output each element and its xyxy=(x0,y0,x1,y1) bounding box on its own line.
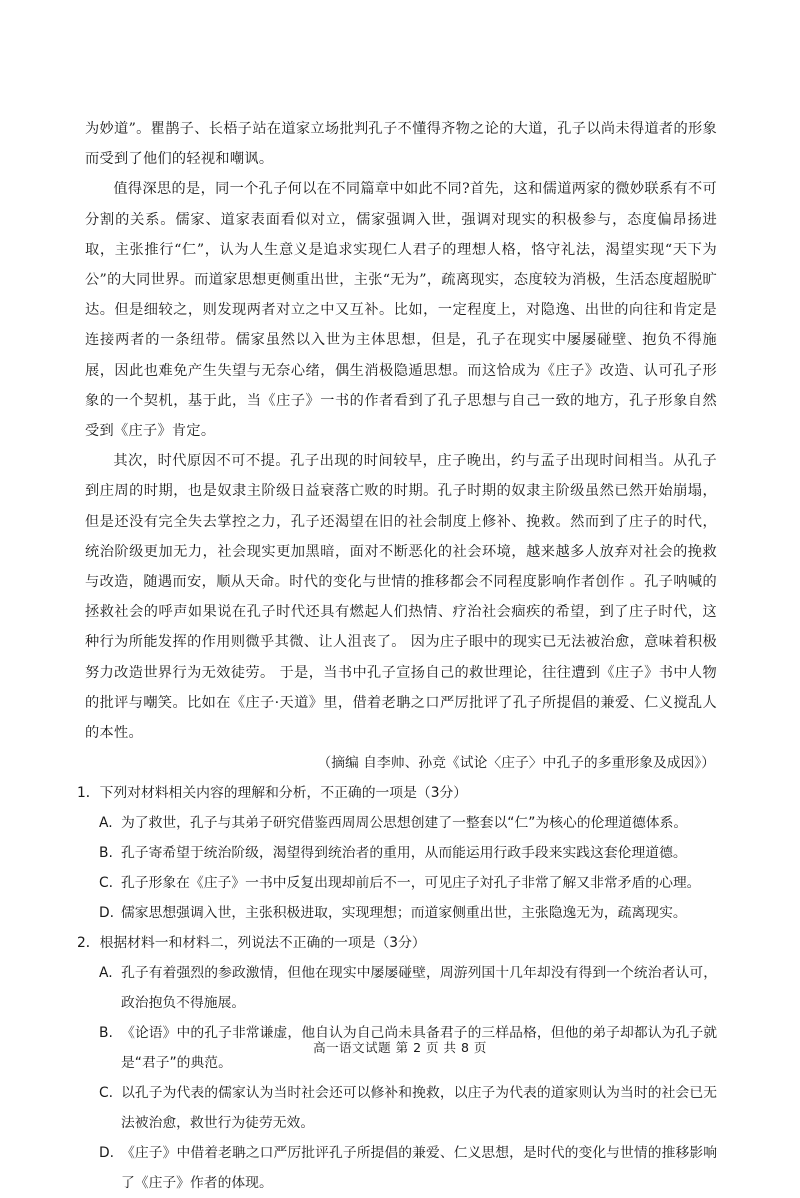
option-text: 儒家思想强调入世，主张积极进取，实现理想；而道家侧重出世，主张隐逸无为，疏离现实。 xyxy=(121,905,687,922)
question-option xyxy=(85,808,717,838)
option-text: 以孔子为代表的儒家认为当时社会还可以修补和挽救，以庄子为代表的道家则认为当时的社会已无法被治愈，救世行为徒劳无效。 xyxy=(121,1085,717,1132)
passage-citation: （摘编 自李帅、孙竞《试论〈庄子〉中孔子的多重形象及成因》） xyxy=(317,755,715,772)
option-letter: A. xyxy=(99,815,113,832)
option-letter: D. xyxy=(99,905,115,922)
question-option xyxy=(85,898,717,928)
question-option xyxy=(85,1078,717,1138)
option-text: 孔子有着强烈的参政激情，但他在现实中屡屡碰壁，周游列国十几年却没有得到一个统治者认可，政治抱负不得施展。 xyxy=(121,965,717,1012)
passage-paragraph-2: 值得深思的是，同一个孔子何以在不同篇章中如此不同?首先，这和儒道两家的微妙联系有不可分割的关系。儒家、道家表面看似对立，儒家强调入世，强调对现实的积极参与，态度偏昂扬进取，主张推行“仁”，认为人生意义是追求实现仁人君子的理想人格，恪守礼法，渴望实现“天下为公”的大同世界。而道家思想更侧重出世，主张“无为”，疏离现实，态度较为消极，生活态度超脱旷达。但是细较之，则发现两者对立之中又互补。比如，一定程度上，对隐逸、出世的向往和肯定是连接两者的一条纽带。儒家虽然以入世为主体思想，但是，孔子在现实中屡屡碰壁、抱负不得施展，因此也难免产生失望与无奈心绪，偶生消极隐遁思想。而这恰成为《庄子》改造、认可孔子形象的一个契机，基于此，当《庄子》一书的作者看到了孔子思想与自己一致的地方，孔子形象自然受到《庄子》肯定。 xyxy=(85,181,717,440)
question-option xyxy=(85,1138,717,1198)
question-2 xyxy=(77,928,717,1198)
option-letter: C. xyxy=(99,1085,114,1102)
option-text: 《庄子》中借着老聃之口严厉批评孔子所提倡的兼爱、仁义思想，是时代的变化与世情的推移影响了《庄子》作者的体现。 xyxy=(121,1145,717,1192)
question-1 xyxy=(77,778,717,928)
option-text: 孔子寄希望于统治阶级，渴望得到统治者的重用，从而能运用行政手段来实践这套伦理道德。 xyxy=(121,845,687,862)
option-text: 为了救世，孔子与其弟子研究借鉴西周周公思想创建了一整套以“仁”为核心的伦理道德体系。 xyxy=(121,815,688,832)
option-letter: D. xyxy=(99,1145,115,1162)
question-option xyxy=(85,838,717,868)
page-content xyxy=(77,114,717,1198)
question-stem: 2．根据材料一和材料二，列说法不正确的一项是（3分） xyxy=(77,935,426,952)
option-letter: A. xyxy=(99,965,113,982)
option-letter: B. xyxy=(99,1025,113,1042)
option-text: 孔子形象在《庄子》一书中反复出现却前后不一，可见庄子対孔子非常了解又非常矛盾的心理。 xyxy=(121,875,701,892)
option-text: 《论语》中的孔子非常谦虚，他自认为自己尚未具备君子的三样品格，但他的弟子却都认为孔子就是“君子”的典范。 xyxy=(121,1025,717,1072)
option-letter: C. xyxy=(99,875,114,892)
question-option xyxy=(85,868,717,898)
option-letter: B. xyxy=(99,845,113,862)
question-option xyxy=(85,958,717,1018)
passage-paragraph-3: 其次，时代原因不可不提。孔子出现的时间较早，庄子晚出，约与孟子出现时间相当。从孔子到庄周的时期，也是奴隶主阶级日益衰落亡败的时期。孔子时期的奴隶主阶级虽然已然开始崩塌，但是还没有完全失去掌控之力，孔子还渴望在旧的社会制度上修补、挽救。然而到了庄子的时代，统治阶级更加无力，社会现实更加黑暗，面对不断恶化的社会环境，越来越多人放弃对社会的挽救与改造，随遇而安，顺从天命。时代的变化与世情的推移都会不同程度影响作者创作 。孔子呐喊的拯救社会的呼声如果说在孔子时代还具有燃起人们热情、疗治社会痼疾的希望，到了庄子时代，这种行为所能发挥的作用则微乎其微、让人沮丧了。 因为庄子眼中的现实已无法被治愈，意味着积极努力改造世界行为无效徒劳。 于是，当书中孔子宣扬自己的救世理论，往往遭到《庄子》书中人物的批评与嘲笑。比如在《庄子·天道》里，借着老聃之口严厉批评了孔子所提倡的兼爱、仁义搅乱人的本性。 xyxy=(85,453,717,742)
passage-paragraph-1: 为妙道”。瞿鹊子、长梧子站在道家立场批判孔子不懂得齐物之论的大道，孔子以尚未得道者的形象而受到了他们的轻视和嘲讽。 xyxy=(85,121,717,168)
question-stem: 1．下列对材料相关内容的理解和分析，不正确的一项是（3分） xyxy=(77,785,468,802)
page-footer: 高一语文试题 第 2 页 共 8 页 xyxy=(313,1040,487,1055)
